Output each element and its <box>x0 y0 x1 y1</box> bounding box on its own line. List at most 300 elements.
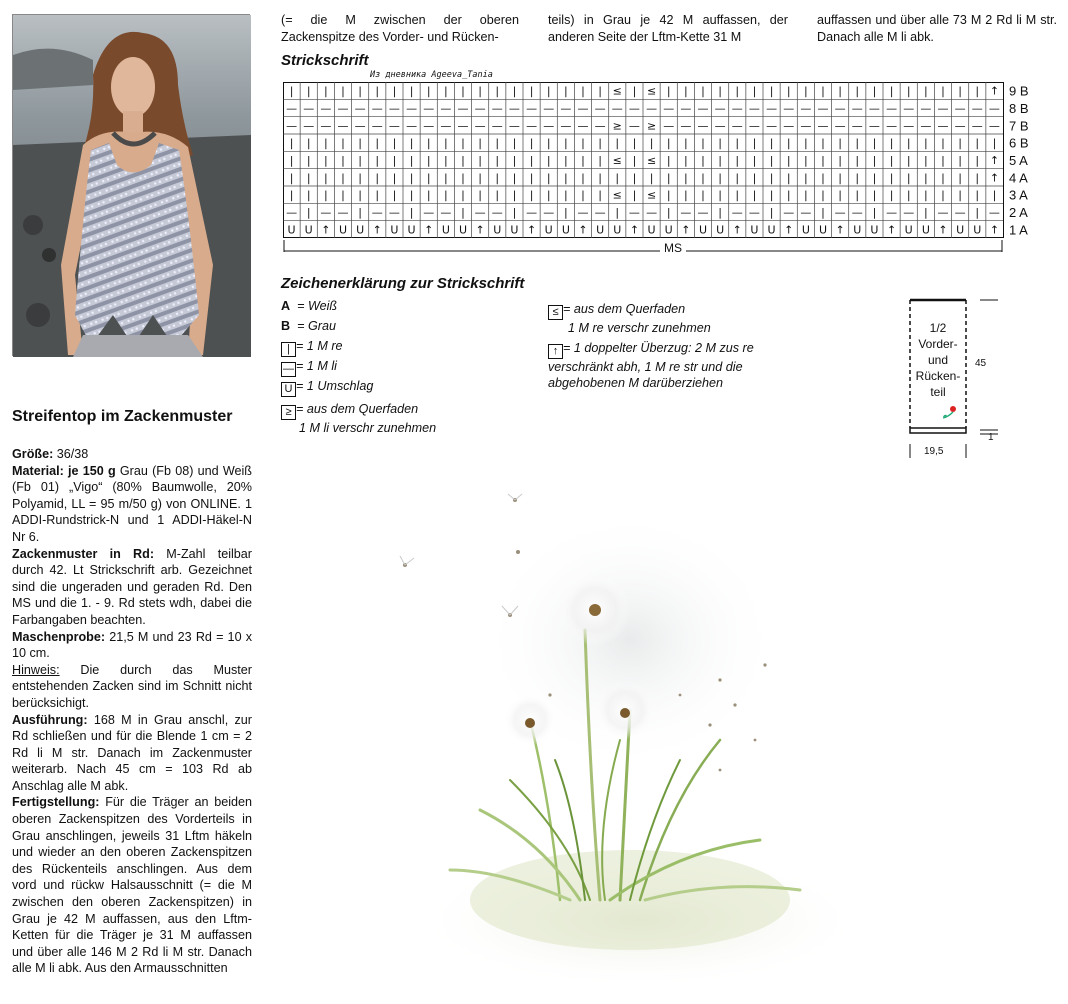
chart-cell-symbol: | <box>581 136 585 150</box>
size-paragraph <box>12 446 252 463</box>
chart-cell-symbol: | <box>529 84 534 98</box>
chart-cell-symbol: — <box>868 119 880 133</box>
chart-cell-symbol: | <box>392 136 397 150</box>
pattern-text: M-Zahl teilbar durch 42. Lt Strickschrift arb. Gezeichnet sind die ungeraden und geraden Rd. Den MS und die 1. - 9. Rd stets wdh, dabei die Farbangaben beachten. <box>12 546 252 627</box>
chart-cell-symbol: | <box>289 84 294 98</box>
chart-cell-symbol: | <box>426 171 431 185</box>
chart-cell-symbol: | <box>375 84 380 98</box>
chart-cell-symbol: — <box>766 119 778 133</box>
chart-cell-symbol: | <box>581 154 585 167</box>
chart-cell-symbol: | <box>889 84 894 98</box>
chart-cell-symbol: U <box>870 223 879 237</box>
chart-cell-symbol: — <box>594 119 606 133</box>
gauge-label: Maschenprobe: <box>12 629 106 644</box>
chart-cell-symbol: ≥ <box>646 119 657 133</box>
chart-cell-symbol: — <box>594 206 606 219</box>
chart-cell-symbol: | <box>923 171 928 185</box>
chart-cell-symbol: | <box>941 188 945 202</box>
chart-cell-symbol: U <box>407 223 416 237</box>
chart-cell-symbol: | <box>872 206 877 219</box>
chart-cell-symbol: | <box>666 171 671 185</box>
chart-cell-symbol: | <box>341 136 345 150</box>
chart-cell-symbol: | <box>889 136 894 150</box>
yarn-over-symbol-icon: U <box>281 382 296 397</box>
chart-cell-symbol: — <box>388 119 400 133</box>
chart-cell-symbol: | <box>512 206 517 219</box>
chart-cell-symbol: U <box>904 223 913 237</box>
chart-cell-symbol: | <box>529 154 534 167</box>
chart-cell-symbol: | <box>323 188 328 202</box>
chart-cell-symbol: U <box>767 223 776 237</box>
chart-cell-symbol: | <box>323 84 328 98</box>
chart-cell-symbol: — <box>783 206 795 219</box>
chart-cell-symbol: | <box>803 136 808 150</box>
chart-cell-symbol: | <box>975 136 980 150</box>
chart-cell-symbol: | <box>958 188 963 202</box>
chart-cell-symbol: | <box>821 154 825 167</box>
finishing-text: Für die Träger an beiden oberen Zackenspitzen des Vorderteils in Grau anschlingen, jeweils 31 Lftm häkeln und wieder an den oberen Zackenspitzen des Rückenteils anschlingen. Aus dem vord und rückw Halsausschnitt (= die M zwischen den oberen Zackenspitzen) in Grau je 42 M auffassen, aus den Lftm-Ketten für die Träger je 31 M auffassen und über alle 146 M 2 Rd li M str. Danach alle M li abk. Aus den Armausschnitten <box>12 795 253 976</box>
chart-cell-symbol: ≤ <box>612 154 622 167</box>
material-text: Grau (Fb 08) und Weiß (Fb 01) „Vigo“ (80% Baumwolle, 20% Polyamid, LL = 95 m/50 g) von ONLINE. 1 ADDI-Rundstrick-N und 1 ADDI-Häkel-N Nr 6. <box>12 463 252 544</box>
chart-cell-symbol: — <box>303 119 315 133</box>
chart-row-label: 7 B <box>1009 118 1029 134</box>
chart-cell-symbol: | <box>358 136 363 150</box>
chart-cell-symbol: | <box>786 154 791 167</box>
chart-cell-symbol: | <box>426 154 431 167</box>
chart-cell-symbol: | <box>375 154 380 167</box>
chart-cell-symbol: — <box>937 119 949 133</box>
chart-cell-symbol: | <box>306 206 311 219</box>
chart-cell-symbol: — <box>508 102 520 115</box>
chart-cell-symbol: | <box>443 84 448 98</box>
chart-cell-symbol: | <box>461 136 465 150</box>
chart-cell-symbol: U <box>750 223 759 237</box>
chart-cell-symbol: — <box>748 206 760 219</box>
chart-cell-symbol: | <box>838 136 843 150</box>
chart-cell-symbol: — <box>303 102 315 115</box>
chart-cell-symbol: — <box>903 102 915 115</box>
chart-cell-symbol: — <box>543 206 555 219</box>
chart-cell-symbol: — <box>663 119 675 133</box>
chart-cell-symbol: | <box>409 171 414 185</box>
chart-cell-symbol: U <box>956 223 965 237</box>
chart-cell-symbol: | <box>461 206 465 219</box>
chart-cell-symbol: | <box>289 188 294 202</box>
chart-cell-symbol: | <box>598 84 603 98</box>
chart-cell-symbol: | <box>375 171 380 185</box>
chart-cell-symbol: | <box>306 136 311 150</box>
chart-cell-symbol: | <box>992 188 997 202</box>
chart-cell-symbol: — <box>680 119 692 133</box>
chart-cell-symbol: — <box>508 119 520 133</box>
chart-cell-symbol: | <box>461 171 465 185</box>
chart-cell-symbol: U <box>801 223 810 237</box>
chart-cell-symbol: | <box>769 171 774 185</box>
chart-cell-symbol: — <box>817 102 829 115</box>
chart-cell-symbol: | <box>426 84 431 98</box>
chart-cell-symbol: | <box>341 188 345 202</box>
chart-cell-symbol: | <box>375 136 380 150</box>
chart-cell-symbol: — <box>988 102 1000 115</box>
chart-cell-symbol: — <box>886 102 898 115</box>
chart-cell-symbol: | <box>461 188 465 202</box>
chart-cell-symbol: — <box>628 119 640 133</box>
chart-cell-symbol: | <box>563 154 568 167</box>
chart-cell-symbol: — <box>663 102 675 115</box>
chart-cell-symbol: | <box>615 136 620 150</box>
legend-purl-text: = 1 M li <box>296 359 337 373</box>
chart-cell-symbol: — <box>971 102 983 115</box>
chart-cell-symbol: — <box>697 102 709 115</box>
chart-cell-symbol: | <box>958 84 963 98</box>
chart-cell-symbol: — <box>731 102 743 115</box>
chart-cell-symbol: | <box>872 171 877 185</box>
chart-cell-symbol: | <box>323 171 328 185</box>
chart-cell-symbol: — <box>560 119 572 133</box>
chart-cell-symbol: | <box>923 188 928 202</box>
legend-a-key: A <box>281 299 291 313</box>
chart-cell-symbol: | <box>392 84 397 98</box>
chart-cell-symbol: U <box>698 223 708 237</box>
chart-cell-symbol: | <box>718 188 723 202</box>
chart-cell-symbol: | <box>512 154 517 167</box>
chart-cell-symbol: | <box>341 84 345 98</box>
chart-cell-symbol: U <box>647 223 656 237</box>
chart-cell-symbol: — <box>337 102 349 115</box>
chart-row-label: 5 A <box>1009 153 1028 168</box>
pattern-title: Streifentop im Zackenmuster <box>12 408 233 425</box>
chart-cell-symbol: | <box>478 154 483 167</box>
legend-b-key: B <box>281 319 291 333</box>
knitting-chart <box>283 82 1029 238</box>
chart-cell-symbol: | <box>323 136 328 150</box>
chart-cell-symbol: | <box>409 136 414 150</box>
chart-cell-symbol: | <box>872 84 877 98</box>
chart-cell-symbol: — <box>491 206 503 219</box>
chart-cell-symbol: — <box>491 102 503 115</box>
chart-cell-symbol: | <box>426 188 431 202</box>
chart-cell-symbol: | <box>358 84 363 98</box>
chart-cell-symbol: U <box>921 223 930 237</box>
chart-cell-symbol: — <box>423 119 435 133</box>
chart-cell-symbol: | <box>443 188 448 202</box>
increase-knit-symbol-icon: ≤ <box>548 305 563 320</box>
chart-cell-symbol: | <box>632 171 637 185</box>
material-paragraph <box>12 463 252 546</box>
chart-cell-symbol: | <box>529 188 534 202</box>
chart-cell-symbol: | <box>735 188 740 202</box>
chart-cell-symbol: — <box>286 206 298 219</box>
chart-cell-symbol: ≤ <box>612 188 622 202</box>
chart-cell-symbol: | <box>838 154 843 167</box>
chart-cell-symbol: | <box>683 84 688 98</box>
pattern-label: Zackenmuster in Rd: <box>12 546 155 561</box>
chart-cell-symbol: | <box>821 136 825 150</box>
chart-cell-symbol: | <box>615 171 620 185</box>
chart-cell-symbol: | <box>392 188 397 202</box>
chart-cell-symbol: | <box>478 136 483 150</box>
double-decrease-symbol-icon: ↑ <box>548 344 563 359</box>
chart-cell-symbol: | <box>838 188 843 202</box>
chart-cell-symbol: ↑ <box>424 223 434 237</box>
chart-cell-symbol: | <box>803 154 808 167</box>
chart-cell-symbol: | <box>546 154 551 167</box>
chart-cell-symbol: | <box>923 84 928 98</box>
legend-a <box>281 298 337 314</box>
chart-cell-symbol: | <box>341 154 345 167</box>
chart-cell-symbol: | <box>306 171 311 185</box>
schema-label-line-1: 1/2 <box>929 321 947 335</box>
chart-cell-symbol: | <box>941 171 945 185</box>
chart-cell-symbol: | <box>923 154 928 167</box>
chart-cell-symbol: | <box>375 188 380 202</box>
chart-cell-symbol: | <box>821 84 825 98</box>
chart-cell-symbol: | <box>666 84 671 98</box>
chart-cell-symbol: — <box>354 102 366 115</box>
chart-cell-symbol: U <box>544 223 553 237</box>
chart-cell-symbol: | <box>752 136 757 150</box>
chart-cell-symbol: — <box>286 102 298 115</box>
chart-cell-symbol: | <box>701 154 705 167</box>
chart-cell-symbol: — <box>851 102 863 115</box>
chart-cell-symbol: — <box>748 102 760 115</box>
chart-cell-symbol: | <box>786 136 791 150</box>
chart-cell-symbol: | <box>735 136 740 150</box>
chart-cell-symbol: — <box>423 102 435 115</box>
gauge-paragraph <box>12 629 252 662</box>
chart-cell-symbol: | <box>786 171 791 185</box>
legend-yo-text: = 1 Umschlag <box>296 379 374 393</box>
chart-cell-symbol: | <box>581 171 585 185</box>
chart-cell-symbol: | <box>598 154 603 167</box>
chart-cell-symbol: — <box>954 119 966 133</box>
legend-yo <box>281 378 373 397</box>
chart-cell-symbol: — <box>800 119 812 133</box>
chart-cell-symbol: | <box>409 154 414 167</box>
chart-cell-symbol: | <box>855 171 860 185</box>
schema-label-line-2: Vorder- <box>918 337 958 351</box>
note-label: Hinweis: <box>12 662 60 677</box>
chart-cell-symbol: ↑ <box>886 223 897 237</box>
chart-cell-symbol: | <box>992 136 997 150</box>
chart-cell-symbol: — <box>577 119 589 133</box>
model-photo <box>12 14 250 356</box>
chart-cell-symbol: | <box>478 188 483 202</box>
chart-cell-symbol: | <box>289 154 294 167</box>
chart-cell-symbol: — <box>491 119 503 133</box>
chart-cell-symbol: — <box>903 119 915 133</box>
chart-cell-symbol: — <box>714 102 726 115</box>
chart-cell-symbol: | <box>941 154 945 167</box>
chart-cell-symbol: — <box>937 206 949 219</box>
chart-cell-symbol: | <box>632 136 637 150</box>
purl-symbol-icon: — <box>283 363 294 375</box>
chart-cell-symbol: | <box>752 188 757 202</box>
legend-decrease-text-3: abgehobenen M darüberziehen <box>548 376 724 390</box>
chart-cell-symbol: — <box>766 102 778 115</box>
chart-cell-symbol: | <box>666 206 671 219</box>
chart-cell-symbol: — <box>388 102 400 115</box>
note-paragraph <box>12 662 252 712</box>
chart-cell-symbol: ↑ <box>784 223 794 237</box>
chart-cell-symbol: — <box>320 102 332 115</box>
chart-cell-symbol: | <box>683 171 688 185</box>
chart-cell-symbol: | <box>889 154 894 167</box>
chart-cell-symbol: | <box>495 171 500 185</box>
chart-cell-symbol: | <box>786 188 791 202</box>
chart-cell-symbol: | <box>701 171 705 185</box>
chart-cell-symbol: | <box>512 171 517 185</box>
chart-cell-symbol: — <box>971 119 983 133</box>
legend-inc-purl-text-2: 1 M li verschr zunehmen <box>299 421 437 435</box>
schema-width: 19,5 <box>924 446 944 457</box>
chart-row-label: 2 A <box>1009 205 1028 220</box>
chart-cell-symbol: | <box>718 84 723 98</box>
chart-cell-symbol: | <box>461 84 465 98</box>
chart-cell-symbol: — <box>286 119 298 133</box>
size-label: Größe: <box>12 447 54 461</box>
chart-cell-symbol: | <box>923 206 928 219</box>
chart-cell-symbol: ↑ <box>681 223 691 237</box>
chart-cell-symbol: — <box>337 119 349 133</box>
chart-cell-symbol: | <box>289 171 294 185</box>
chart-cell-symbol: | <box>821 171 825 185</box>
chart-cell-symbol: — <box>320 119 332 133</box>
chart-cell-symbol: | <box>752 154 757 167</box>
chart-cell-symbol: — <box>577 102 589 115</box>
schema-height: 45 <box>975 358 987 369</box>
chart-cell-symbol: | <box>512 188 517 202</box>
legend-inc-knit-text-1: = aus dem Querfaden <box>563 302 686 316</box>
chart-cell-symbol: — <box>680 206 692 219</box>
legend-knit-text: = 1 M re <box>296 339 343 353</box>
chart-cell-symbol: | <box>529 171 534 185</box>
schema-border-height: 1 <box>988 432 994 443</box>
chart-cell-symbol: — <box>577 206 589 219</box>
chart-cell-symbol: U <box>493 223 502 237</box>
chart-cell-symbol: | <box>358 154 363 167</box>
chart-cell-symbol: — <box>954 206 966 219</box>
chart-cell-symbol: | <box>392 154 397 167</box>
chart-cell-symbol: U <box>304 223 313 237</box>
chart-cell-symbol: | <box>786 84 791 98</box>
chart-cell-symbol: | <box>735 171 740 185</box>
chart-cell-symbol: ≤ <box>646 188 657 202</box>
chart-cell-symbol: ↑ <box>989 84 1000 98</box>
chart-cell-symbol: ↑ <box>578 223 588 237</box>
chart-cell-symbol: | <box>409 188 414 202</box>
legend-inc-purl-text-1: = aus dem Querfaden <box>296 402 419 416</box>
chart-cell-symbol: | <box>426 136 431 150</box>
chart-cell-symbol: | <box>975 154 980 167</box>
chart-cell-symbol: | <box>512 84 517 98</box>
chart-cell-symbol: — <box>388 206 400 219</box>
legend-b-text: = Grau <box>297 319 336 333</box>
chart-cell-symbol: | <box>598 171 603 185</box>
chart-cell-symbol: — <box>697 119 709 133</box>
chart-cell-symbol: | <box>718 154 723 167</box>
chart-cell-symbol: | <box>838 171 843 185</box>
chart-cell-symbol: U <box>818 223 828 237</box>
chart-cell-symbol: | <box>958 171 963 185</box>
chart-cell-symbol: — <box>680 102 692 115</box>
chart-cell-symbol: | <box>803 171 808 185</box>
chart-cell-symbol: | <box>906 136 911 150</box>
chart-cell-symbol: | <box>941 84 945 98</box>
chart-cell-symbol: — <box>886 206 898 219</box>
chart-cell-symbol: | <box>563 84 568 98</box>
chart-cell-symbol: | <box>958 136 963 150</box>
chart-cell-symbol: | <box>546 171 551 185</box>
chart-cell-symbol: | <box>769 84 774 98</box>
increase-purl-symbol-icon: ≥ <box>281 405 296 420</box>
repeat-label: MS <box>660 241 686 255</box>
chart-cell-symbol: ↑ <box>835 223 845 237</box>
chart-cell-symbol: | <box>495 136 500 150</box>
chart-cell-symbol: — <box>920 102 932 115</box>
chart-cell-symbol: | <box>632 84 637 98</box>
chart-cell-symbol: — <box>406 119 418 133</box>
chart-cell-symbol: ≥ <box>612 119 622 133</box>
chart-cell-symbol: | <box>958 154 963 167</box>
chart-cell-symbol: — <box>474 119 486 133</box>
chart-cell-symbol: — <box>440 206 452 219</box>
dandelion-grass-illustration <box>380 480 850 990</box>
instructions-column <box>12 446 252 977</box>
chart-cell-symbol: | <box>752 171 757 185</box>
chart-cell-symbol: — <box>457 102 469 115</box>
chart-cell-symbol: | <box>666 188 671 202</box>
chart-cell-symbol: U <box>853 223 862 237</box>
chart-row-label: 9 B <box>1009 83 1029 99</box>
execution-label: Ausführung: <box>12 712 88 727</box>
chart-cell-symbol: | <box>409 206 414 219</box>
legend-purl <box>281 358 337 377</box>
chart-cell-symbol: — <box>646 206 658 219</box>
chart-cell-symbol: — <box>851 119 863 133</box>
chart-cell-symbol: U <box>613 223 622 237</box>
chart-cell-symbol: | <box>666 136 671 150</box>
chart-cell-symbol: — <box>714 119 726 133</box>
chart-cell-symbol: | <box>478 84 483 98</box>
chart-cell-symbol: U <box>441 223 450 237</box>
chart-cell-symbol: | <box>683 136 688 150</box>
chart-cell-symbol: | <box>889 188 894 202</box>
chart-cell-symbol: ↑ <box>989 154 1000 167</box>
chart-cell-symbol: | <box>615 206 620 219</box>
chart-cell-symbol: | <box>821 188 825 202</box>
chart-cell-symbol: U <box>716 223 725 237</box>
legend-knit <box>281 338 343 357</box>
chart-cell-symbol: | <box>701 188 705 202</box>
chart-cell-symbol: — <box>903 206 915 219</box>
top-text-col-1: (= die M zwischen der oberen Zackenspitze des Vorder- und Rücken- <box>281 13 519 44</box>
chart-cell-symbol: | <box>906 154 911 167</box>
top-text-col-3: auffassen und über alle 73 M 2 Rd li M str. Danach alle M li abk. <box>817 13 1057 44</box>
chart-cell-symbol: ≤ <box>646 84 657 98</box>
chart-cell-symbol: ↑ <box>629 223 640 237</box>
legend-inc-knit <box>548 301 711 336</box>
chart-cell-symbol: — <box>611 102 623 115</box>
chart-cell-symbol: — <box>371 119 383 133</box>
chart-cell-symbol: | <box>769 154 774 167</box>
chart-cell-symbol: — <box>731 119 743 133</box>
chart-cell-symbol: — <box>320 206 332 219</box>
chart-cell-symbol: — <box>628 102 640 115</box>
chart-cell-symbol: — <box>457 119 469 133</box>
chart-cell-symbol: — <box>783 119 795 133</box>
chart-cell-symbol: — <box>371 206 383 219</box>
